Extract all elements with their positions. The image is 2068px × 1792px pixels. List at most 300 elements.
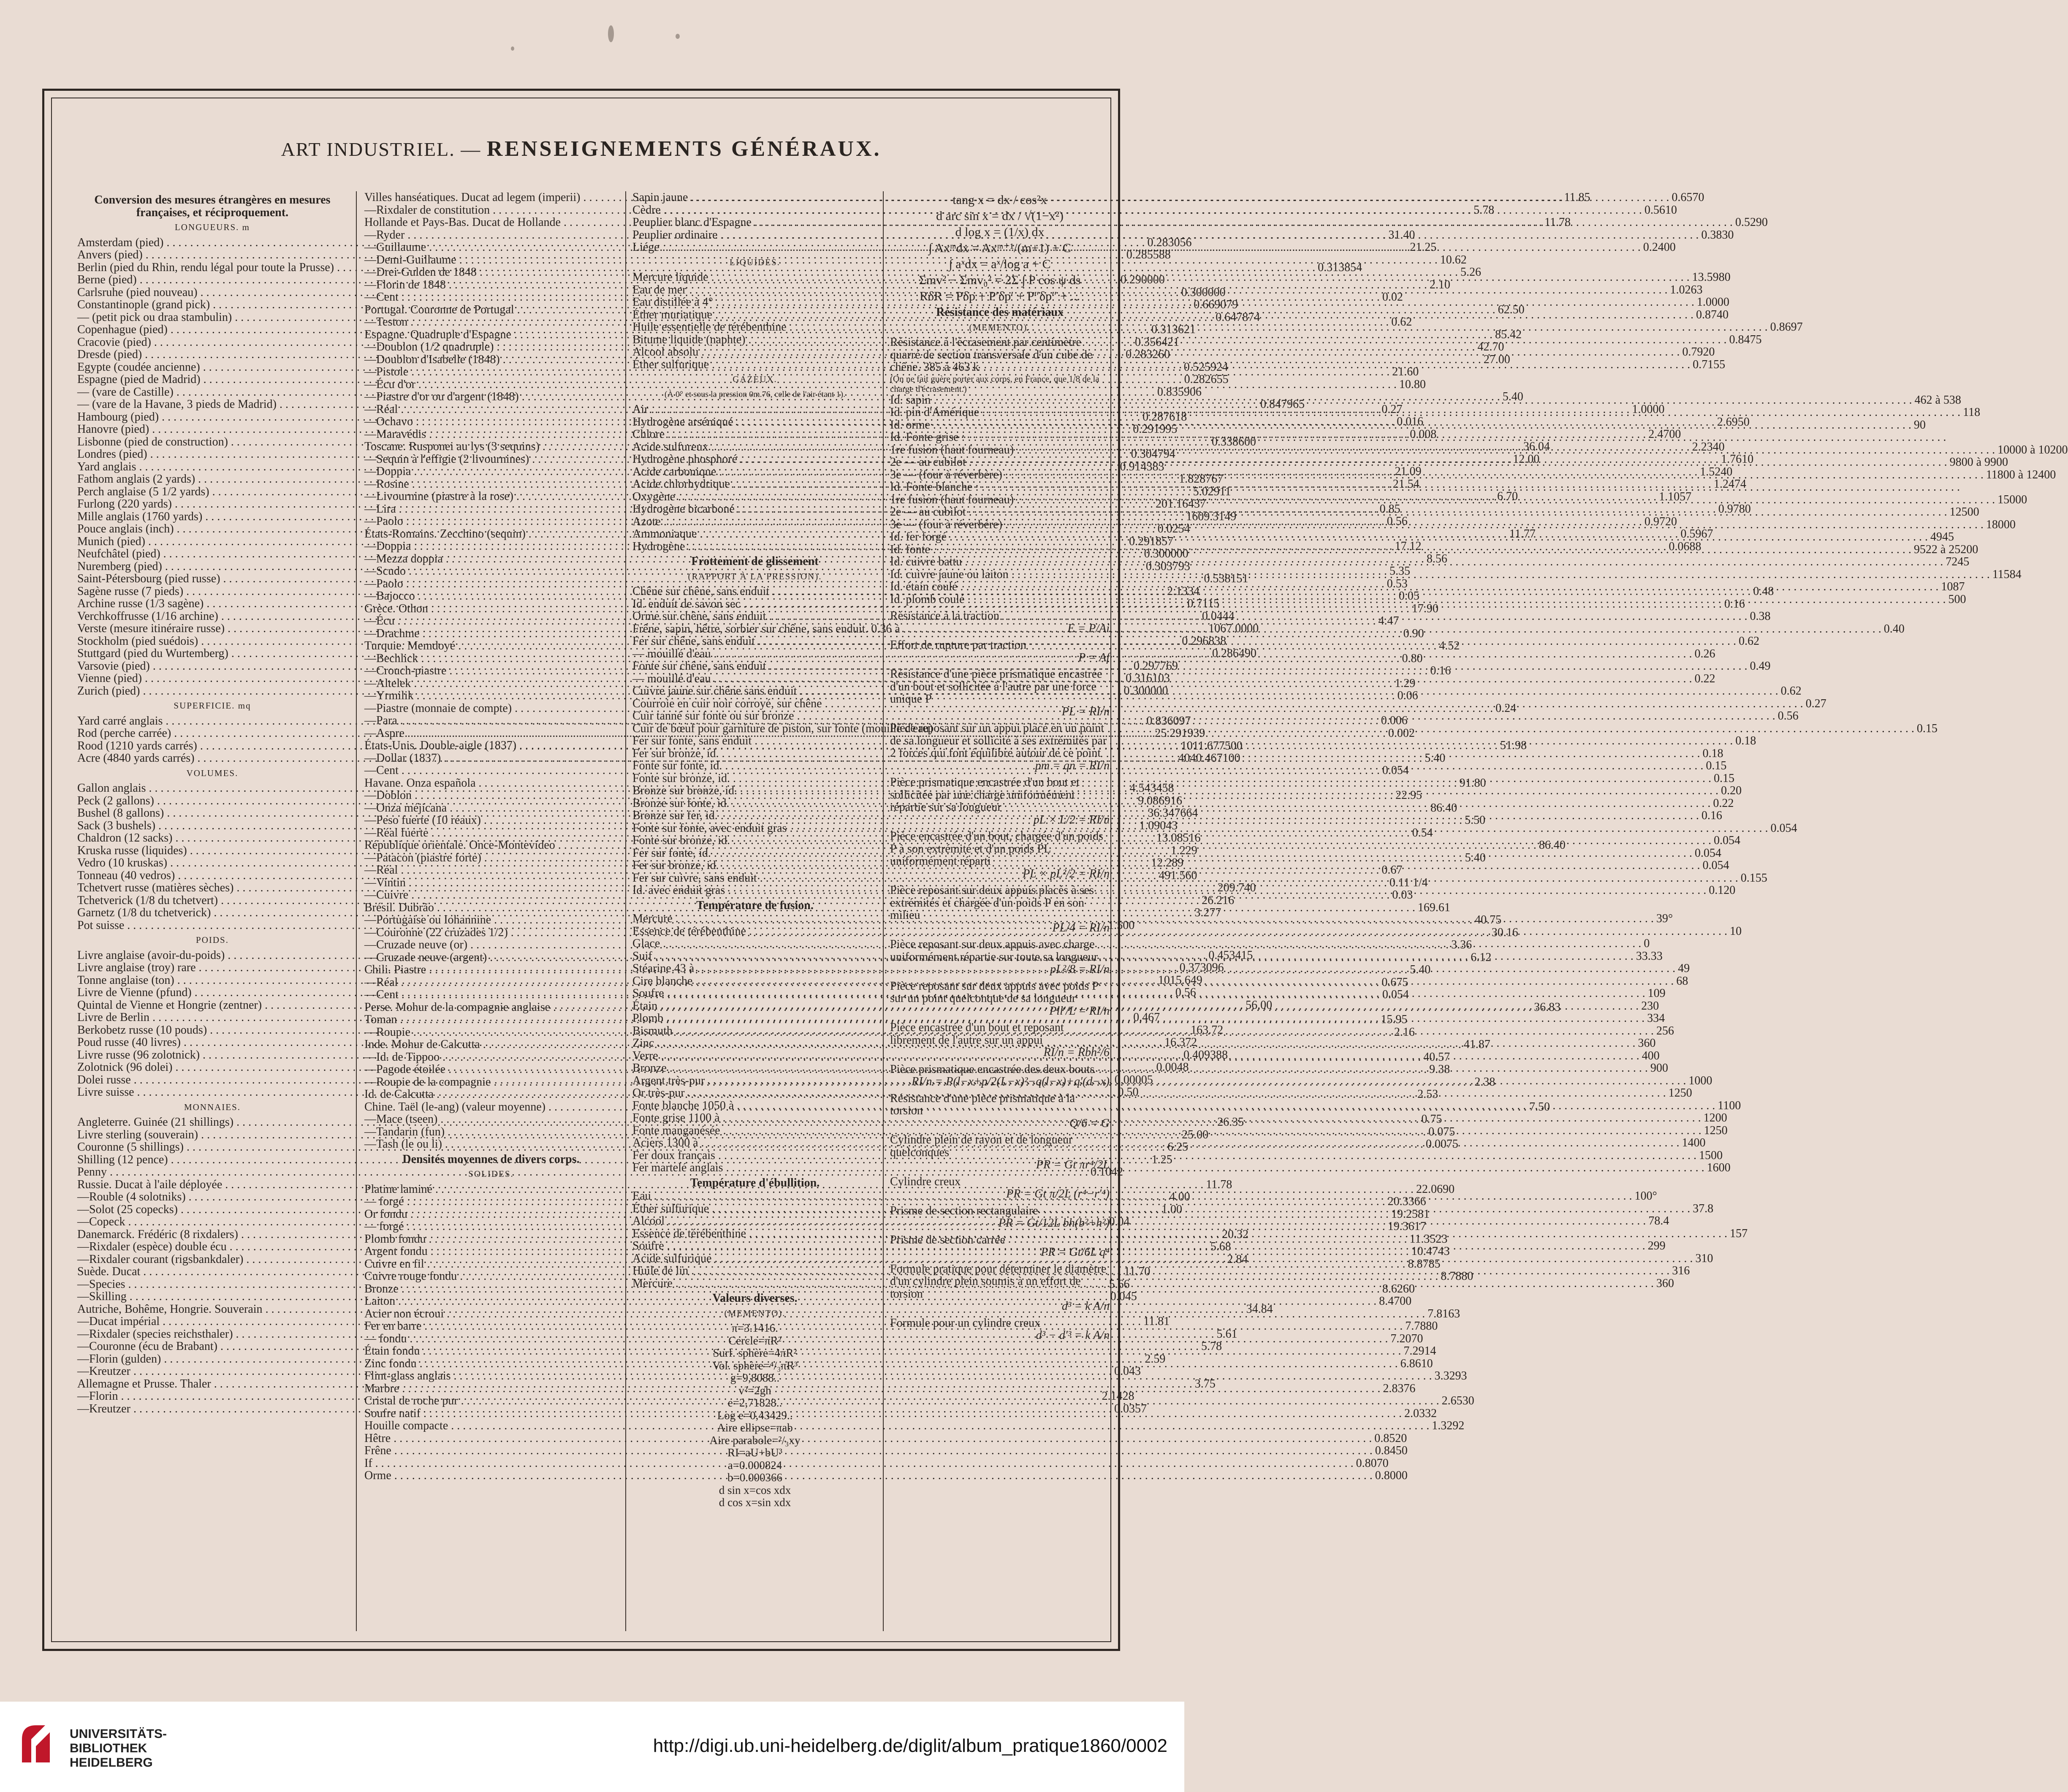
section-heading: Valeurs diverses. bbox=[712, 1292, 798, 1305]
row-label: Toman . . . bbox=[364, 1013, 1378, 1026]
row-value: 0.9780 bbox=[1718, 502, 1751, 516]
page-title bbox=[52, 136, 1110, 161]
row-value: 0.538151 bbox=[1204, 572, 1248, 585]
res-intro-value: 385 à 463 bbox=[923, 361, 970, 374]
row-value bbox=[1946, 431, 1949, 444]
row-label: Fer sur cuivre, sans enduit . . . bbox=[632, 872, 1738, 885]
section-sub: LIQUIDES. bbox=[729, 257, 781, 267]
row-label: Dresde (pied) . . . bbox=[77, 348, 1123, 361]
row-label: —Id. de Tippoo . . . bbox=[364, 1051, 1421, 1064]
row-label: Berlin (pied du Rhin, rendu légal pour toute la Prusse) . . . bbox=[77, 261, 1315, 274]
row-value: 6.12 bbox=[1471, 950, 1492, 964]
row-value: 0.56 bbox=[1387, 515, 1408, 528]
library-name bbox=[70, 1727, 167, 1770]
row-value: 7.2914 bbox=[1403, 1344, 1436, 1358]
row-value: 230 bbox=[1641, 999, 1659, 1013]
row-label: Mercure . . . bbox=[632, 912, 1654, 925]
row-value: 0.054 bbox=[1713, 834, 1740, 847]
row-label: Soufre . . . bbox=[632, 1240, 1645, 1252]
row-label: Cire blanche . . . bbox=[632, 975, 1674, 988]
row-label: Hydrogène phosphoré . . . bbox=[632, 453, 1718, 466]
row-value: 2.1428 bbox=[1102, 1390, 1134, 1403]
beam-formula: E = P/Ai bbox=[1067, 622, 1110, 635]
row-value: 0.15 bbox=[1713, 771, 1734, 785]
row-value: 11.85 bbox=[1564, 191, 1590, 204]
beam-case bbox=[890, 884, 1110, 934]
row-value: 7245 bbox=[1946, 555, 1970, 568]
row-label: —Rixdaler courant (rigsbankdaler) . . . bbox=[77, 1253, 1224, 1266]
row-value: 6.8610 bbox=[1400, 1357, 1433, 1370]
row-label: 1re fusion (haut fourneau) . . . bbox=[890, 494, 1995, 506]
row-label: Flint-glass anglais . . . bbox=[364, 1370, 1432, 1382]
row-value: 10.4743 bbox=[1411, 1245, 1450, 1258]
row-value: 0.075 bbox=[1428, 1125, 1455, 1138]
beam-formula: PR = Gt πr⁴/2L bbox=[1036, 1158, 1110, 1171]
row-label: —Doppia . . . bbox=[364, 465, 1392, 478]
row-value: 68 bbox=[1676, 974, 1688, 988]
row-label: Livre sterling (souverain) . . . bbox=[77, 1129, 1179, 1141]
row-label: Or très-pur . . . bbox=[632, 1087, 1666, 1100]
row-label: — fondu . . . bbox=[364, 1333, 1388, 1345]
beam-formula: RI/n = P(l−x+p/2(L−x)²−q(l−x)+q′(d−x) bbox=[912, 1075, 1110, 1088]
row-label: Livre russe (96 zolotnick) . . . bbox=[77, 1049, 1181, 1062]
row-value: 0.15 bbox=[1706, 759, 1727, 772]
row-label: Sagène russe (7 pieds) . . . bbox=[77, 585, 1164, 598]
row-label: Fer sur bronze, id. . . . bbox=[632, 859, 1700, 872]
row-value: 37.8 bbox=[1693, 1202, 1714, 1215]
row-label: Id. plomb coulé . . . bbox=[890, 593, 1946, 606]
beam-case bbox=[890, 980, 1110, 1018]
row-value: 18000 bbox=[1986, 518, 2016, 531]
formula: d arc sin x = dx / √(1−x²) bbox=[936, 209, 1064, 223]
row-label: Rod (perche carrée) . . . bbox=[77, 727, 1152, 740]
row-value: 100° bbox=[1634, 1189, 1657, 1203]
row-value: 86.40 bbox=[1539, 839, 1566, 852]
row-value: 1100 bbox=[1718, 1099, 1741, 1112]
row-value: 0.40 bbox=[1883, 622, 1905, 635]
row-value: 5.26 bbox=[1460, 266, 1481, 279]
row-value: 0.7920 bbox=[1682, 345, 1715, 358]
row-value: 0.0254 bbox=[1157, 522, 1190, 535]
row-label: Fonte sur chêne, sans enduit . . . bbox=[632, 660, 1748, 673]
row-value: 0.62 bbox=[1391, 315, 1412, 329]
gaz-note: (À 0° et sous la pression 0m.76, celle de l'air étant 1). bbox=[664, 389, 846, 399]
row-label: Cuir tanné sur fonte ou sur bronze . . . bbox=[632, 710, 1775, 722]
row-label: —Kreutzer . . . bbox=[77, 1403, 1112, 1415]
row-label: —Roupie de la compagnie . . . bbox=[364, 1076, 1472, 1089]
title-prefix: ART INDUSTRIEL. — bbox=[281, 138, 481, 160]
row-value: 8.6260 bbox=[1382, 1282, 1415, 1295]
row-label: —Couronne (22 cruzades 1/2) . . . bbox=[364, 926, 1489, 939]
row-value: 0.15 bbox=[1916, 722, 1938, 735]
row-label: Constantinople (grand pick) . . . bbox=[77, 299, 1191, 311]
row-value: 1000 bbox=[1688, 1074, 1712, 1087]
beam-description: Formule pour un cylindre creux bbox=[890, 1316, 1041, 1330]
formula: ∫ Axᵐdx = Axᵐ⁺¹/(m+1) + C bbox=[928, 241, 1071, 255]
row-label: Peuplier ordinaire . . . bbox=[632, 229, 1699, 242]
row-value: 256 bbox=[1656, 1024, 1674, 1037]
row-label: —Patacon (piastre forte) . . . bbox=[364, 852, 1463, 864]
beam-description: Pièce prismatique encastrée d'un bout et sollicitée par une charge uniformément répartie sur sa longueur bbox=[890, 776, 1080, 814]
row-value: 500 bbox=[1948, 592, 1966, 606]
formula: Σmv² − Σmv₀² = 2Σ ∫ P cos ψ ds bbox=[919, 273, 1081, 287]
row-label: —Solot (25 copecks) . . . bbox=[77, 1203, 1159, 1216]
row-label: Yard anglais . . . bbox=[77, 461, 1117, 473]
row-value: 0.75 bbox=[1421, 1113, 1442, 1126]
row-label: Éther muriatique . . . bbox=[632, 309, 1693, 321]
row-value: 9800 à 9900 bbox=[1949, 456, 2008, 469]
row-label: Vedro (10 kruskas) . . . bbox=[77, 857, 1148, 869]
row-value: 0.847965 bbox=[1260, 398, 1305, 411]
row-label: Cristal de roche pur . . . bbox=[364, 1395, 1439, 1407]
row-value: 0.054 bbox=[1702, 859, 1729, 872]
row-label: —Pagode étoilée . . . bbox=[364, 1063, 1427, 1076]
row-label: Chine. Taël (le-ang) (valeur moyenne) . . . bbox=[364, 1101, 1527, 1113]
row-value: 5.40 bbox=[1465, 851, 1486, 864]
row-label: —Réal fuerte . . . bbox=[364, 827, 1410, 839]
row-value: 1.0000 bbox=[1632, 403, 1665, 416]
row-label: Fer martelé anglais . . . bbox=[632, 1162, 1704, 1174]
row-label: Cuir de bœuf pour garniture de piston, sur fonte (mouillé d'eau) . . . bbox=[632, 722, 1914, 735]
row-label: Cracovie (pied) . . . bbox=[77, 336, 1132, 349]
row-label: Id. fer forgé . . . bbox=[890, 531, 1928, 543]
row-label: —Portugaise ou Iohannine . . . bbox=[364, 914, 1472, 926]
row-value: 4.52 bbox=[1439, 639, 1460, 652]
beam-case bbox=[890, 1021, 1110, 1059]
row-value: 49 bbox=[1678, 962, 1690, 975]
row-value: 0.409388 bbox=[1183, 1048, 1228, 1062]
row-label: —Doblon . . . bbox=[364, 789, 1393, 802]
row-label: Livre de Berlin . . . bbox=[77, 1011, 1131, 1024]
row-label: — mouillé d'eau . . . bbox=[632, 673, 1692, 685]
row-value: 7.50 bbox=[1529, 1100, 1550, 1113]
row-label: —Species . . . bbox=[77, 1278, 1107, 1291]
section-sub bbox=[77, 700, 347, 712]
row-label: —Cruzade neuve (argent) . . . bbox=[364, 951, 1468, 964]
row-value: 1.09043 bbox=[1139, 819, 1178, 832]
row-label: Chêne sur chêne, sans enduit . . . bbox=[632, 585, 1750, 598]
row-value: 1011.677500 bbox=[1181, 739, 1243, 752]
row-label: Chlore . . . bbox=[632, 428, 1646, 441]
row-value: 1.7610 bbox=[1721, 453, 1754, 466]
row-label: Pouce anglais (inch) . . . bbox=[77, 523, 1155, 535]
beam-description: Formule pratique pour déterminer le diamètre d'un cylindre plein soumis à un effort de torsion bbox=[890, 1262, 1107, 1301]
row-value: 0.56 bbox=[1175, 986, 1196, 999]
row-label: Éther sulfurique . . . bbox=[632, 358, 1690, 371]
row-label: —Écu . . . bbox=[364, 615, 1376, 627]
row-label: Hydrogène bicarboné . . . bbox=[632, 503, 1716, 516]
row-label: —Dollar (1837) . . . bbox=[364, 752, 1422, 765]
row-value: 4040.467100 bbox=[1178, 752, 1240, 765]
beam-case bbox=[890, 1092, 1110, 1130]
row-label: Alcool absolu . . . bbox=[632, 346, 1680, 358]
row-label: Fer doux français . . . bbox=[632, 1149, 1696, 1162]
row-label: Id. sapin . . . bbox=[890, 394, 1912, 407]
row-value: 19.2581 bbox=[1391, 1207, 1430, 1221]
row-value: 0.453415 bbox=[1208, 948, 1253, 962]
row-value: 0.296838 bbox=[1182, 634, 1227, 648]
row-value: 0.8475 bbox=[1729, 333, 1762, 346]
row-value: 0.7115 bbox=[1187, 597, 1220, 610]
row-value: 0.2400 bbox=[1643, 241, 1676, 254]
beam-formula: d³ = k A/n bbox=[1061, 1300, 1110, 1313]
row-value: 0.303793 bbox=[1145, 559, 1190, 573]
row-value: 8.7880 bbox=[1441, 1270, 1474, 1283]
row-value: 91.80 bbox=[1459, 776, 1486, 790]
beam-description: Prisme de section carrée bbox=[890, 1233, 1005, 1246]
unit: m bbox=[242, 222, 250, 232]
beam-description: Cylindre creux bbox=[890, 1175, 961, 1188]
row-label: —Piastre (monnaie de compte) . . . bbox=[364, 702, 1493, 715]
row-value: 21.54 bbox=[1392, 477, 1419, 491]
row-label: —Maravédis . . . bbox=[364, 428, 1407, 441]
row-value: 2.2340 bbox=[1692, 440, 1725, 453]
row-value: 299 bbox=[1647, 1239, 1666, 1252]
row-label: Varsovie (pied) . . . bbox=[77, 660, 1131, 673]
row-label: Nuremberg (pied) . . . bbox=[77, 560, 1143, 573]
row-value: 0.27 bbox=[1381, 402, 1403, 416]
beam-description: Pièce reposant sur un appui placé en un point de sa longueur et sollicité à ses extrémités par 2 forces qui font équilibre autour de ce point bbox=[890, 722, 1107, 760]
row-value: 2.10 bbox=[1429, 278, 1450, 291]
row-value: 5.78 bbox=[1474, 203, 1495, 217]
beam-formula: RI/n = Rbh²/6 bbox=[1043, 1046, 1110, 1059]
beam-formula: pL²/8 = RI/n bbox=[1050, 963, 1110, 976]
row-value: 15.95 bbox=[1381, 1013, 1408, 1026]
section-heading: Résistance des matériaux bbox=[936, 306, 1064, 319]
row-value: 41.87 bbox=[1463, 1038, 1490, 1051]
row-label: Acide sulfureux . . . bbox=[632, 441, 1690, 453]
row-value: 11.77 bbox=[1509, 527, 1536, 540]
beam-case bbox=[890, 639, 1110, 664]
row-value: 1.25 bbox=[1151, 1153, 1172, 1166]
row-value: 0.675 bbox=[1381, 975, 1409, 989]
row-label: Inde. Mohur de Calcutta . . . bbox=[364, 1038, 1461, 1051]
row-label: Id. de Calcutta . . . bbox=[364, 1088, 1415, 1101]
source-url[interactable]: http://digi.ub.uni-heidelberg.de/diglit/album_pratique1860/0002 bbox=[653, 1735, 1167, 1756]
row-label: —Cuivre . . . bbox=[364, 889, 1390, 901]
beam-description: Cylindre plein de rayon et de longueur quelconques bbox=[890, 1133, 1073, 1159]
row-value: 86.40 bbox=[1430, 801, 1457, 815]
row-label: Yard carré anglais . . . bbox=[77, 715, 1144, 728]
row-value: 9.086916 bbox=[1137, 794, 1182, 807]
row-label: Quintal de Vienne et Hongrie (zentner) . . . bbox=[77, 999, 1243, 1012]
row-value: 20.32 bbox=[1221, 1227, 1248, 1241]
row-label: —Écu d'or . . . bbox=[364, 378, 1397, 391]
row-value: 2.6530 bbox=[1441, 1394, 1474, 1407]
row-value: 0.054 bbox=[1694, 846, 1721, 860]
row-value: 0.7155 bbox=[1693, 358, 1726, 371]
value-line: g=9,8088.. bbox=[730, 1371, 780, 1384]
row-label: Hydrogène arséniqué . . . bbox=[632, 416, 1715, 429]
row-value: 1087 bbox=[1941, 580, 1965, 593]
section-sub bbox=[77, 221, 347, 234]
row-label: —Florin de 1848 . . . bbox=[364, 279, 1427, 291]
row-value: 169.61 bbox=[1417, 901, 1450, 914]
row-value: 1.828767 bbox=[1179, 472, 1224, 486]
row-label: —Cent . . . bbox=[364, 764, 1380, 777]
library-line: HEIDELBERG bbox=[70, 1756, 153, 1770]
row-value: 42.70 bbox=[1477, 340, 1504, 353]
row-value: 4.47 bbox=[1378, 614, 1399, 627]
row-label: —Doublon (1/2 quadruple) . . . bbox=[364, 341, 1475, 353]
row-label: Suède. Ducat . . . bbox=[77, 1265, 1121, 1278]
row-value: 334 bbox=[1647, 1012, 1665, 1025]
row-value: 310 bbox=[1695, 1252, 1713, 1265]
row-label: Saint-Pétersbourg (pied russe) . . . bbox=[77, 573, 1202, 585]
row-label: Fathom anglais (2 yards) . . . bbox=[77, 473, 1176, 486]
row-label: Danemarck. Frédéric (8 rixdalers) . . . bbox=[77, 1228, 1219, 1241]
row-label: Verste (mesure itinéraire russe) . . . bbox=[77, 622, 1206, 635]
row-label: Espagne. Quadruple d'Espagne . . . bbox=[364, 329, 1493, 341]
row-label: Sack (3 bushels) . . . bbox=[77, 820, 1137, 832]
row-label: Fonte manganésée . . . bbox=[632, 1124, 1702, 1137]
row-label: 2e — au cubilot . . . bbox=[890, 506, 1947, 519]
row-value: 0.00005 bbox=[1114, 1073, 1153, 1086]
row-value: 19.3617 bbox=[1387, 1220, 1426, 1233]
res-intro bbox=[890, 336, 1110, 374]
row-value: 2.38 bbox=[1474, 1075, 1495, 1089]
row-label: Berne (pied) . . . bbox=[77, 274, 1118, 286]
row-label: — mouillé d'eau . . . bbox=[632, 648, 1692, 660]
row-value: 0.48 bbox=[1753, 585, 1774, 598]
row-label: Houille compacte . . . bbox=[364, 1420, 1429, 1432]
row-value: 5.78 bbox=[1201, 1340, 1222, 1353]
row-value: 1250 bbox=[1704, 1124, 1728, 1137]
row-value: 3.75 bbox=[1194, 1377, 1216, 1390]
row-value: 17.12 bbox=[1395, 540, 1422, 553]
title-main: RENSEIGNEMENTS GÉNÉRAUX. bbox=[486, 137, 882, 161]
row-value: 0.356421 bbox=[1134, 335, 1179, 349]
row-value: 2.53 bbox=[1417, 1088, 1438, 1101]
row-value: 360 bbox=[1656, 1276, 1674, 1290]
row-label: Livre suisse . . . bbox=[77, 1086, 1115, 1099]
row-value: 17.90 bbox=[1411, 602, 1438, 615]
row-value: 0.05 bbox=[1398, 589, 1419, 603]
row-value: 0.300000 bbox=[1181, 285, 1226, 299]
row-value: 10.62 bbox=[1440, 253, 1467, 266]
row-label: —Skilling . . . bbox=[77, 1290, 1108, 1303]
row-value: 0.647874 bbox=[1216, 310, 1260, 324]
row-value: 5.66 bbox=[1109, 1277, 1130, 1291]
row-value: 1400 bbox=[1682, 1136, 1706, 1149]
section-heading: Température d'ébullition. bbox=[690, 1176, 820, 1189]
row-label: Huile de lin . . . bbox=[632, 1265, 1669, 1277]
beam-formula: Pll′/L = RI/n bbox=[1049, 1004, 1110, 1018]
row-value: 0.313621 bbox=[1151, 323, 1196, 336]
row-value: 7.8163 bbox=[1428, 1307, 1460, 1320]
beam-formula: PR = Gt/6L q⁴ bbox=[1041, 1246, 1110, 1259]
row-label: Garnetz (1/8 du tchetverick) . . . bbox=[77, 907, 1192, 919]
section-sub: VOLUMES. bbox=[186, 768, 239, 778]
section-sub: (RAPPORT À LA PRESSION). bbox=[688, 571, 822, 581]
row-label: 1re fusion (haut fourneau) . . . bbox=[890, 444, 1995, 456]
beam-case bbox=[890, 1205, 1110, 1230]
row-label: République orientale. Once-Montevideo . . . bbox=[364, 839, 1536, 852]
row-label: Argent fondu . . . bbox=[364, 1245, 1409, 1258]
ink-speck bbox=[608, 25, 614, 42]
row-label: Hydrogène . . . bbox=[632, 540, 1666, 553]
row-label: Kruska russe (liquides) . . . bbox=[77, 844, 1168, 857]
beam-formula: PL × pL²/2 = RI/n bbox=[1023, 867, 1110, 880]
row-label: —Florin (gulden) . . . bbox=[77, 1353, 1142, 1366]
beam-formula: PL = RI/n bbox=[1061, 705, 1110, 718]
beam-case bbox=[890, 1134, 1110, 1171]
row-value: 3.36 bbox=[1451, 938, 1472, 951]
row-label: —Guillaume . . . bbox=[364, 241, 1407, 254]
row-value: 0.043 bbox=[1114, 1365, 1141, 1378]
row-label: Cuivre en fil . . . bbox=[364, 1258, 1406, 1271]
beam-description: Pièce reposant sur deux appuis avec poids P sur un point quelconque de sa longueur bbox=[890, 979, 1098, 1005]
row-value: 0.835906 bbox=[1157, 385, 1202, 399]
row-label: Tonne anglaise (ton) . . . bbox=[77, 974, 1156, 987]
row-label: Fer sur chêne, sans enduit . . . bbox=[632, 635, 1736, 648]
beam-formula: PR = Gt/12L bh(b²+h²) bbox=[998, 1216, 1110, 1230]
row-label: —Cruzade neuve (or) . . . bbox=[364, 939, 1449, 951]
row-value: 0.18 bbox=[1735, 734, 1756, 747]
row-value: 51.98 bbox=[1500, 739, 1527, 752]
row-value: 0.914383 bbox=[1120, 460, 1164, 473]
row-label: Glace . . . bbox=[632, 937, 1641, 950]
row-value: 0.316103 bbox=[1126, 672, 1170, 685]
row-value: 0.49 bbox=[1750, 660, 1771, 673]
row-label: Hollande et Pays-Bas. Ducat de Hollande . . . bbox=[364, 216, 1542, 229]
row-label: Fonte sur fonte, id. . . . bbox=[632, 760, 1703, 772]
row-label: Livre de Vienne (pfund) . . . bbox=[77, 986, 1173, 999]
row-value: 9.38 bbox=[1429, 1063, 1450, 1076]
row-label: Frêne . . . bbox=[364, 1444, 1373, 1457]
row-value: 0.26 bbox=[1694, 647, 1715, 660]
row-label: Perse. Mohur de la compagnie anglaise . . . bbox=[364, 1001, 1531, 1014]
row-value: 0.291857 bbox=[1129, 535, 1173, 548]
ink-speck bbox=[511, 46, 514, 51]
value-line: d sin x=cos xdx bbox=[719, 1483, 791, 1496]
beam-description: Résistance à la traction bbox=[890, 609, 999, 622]
row-label: Frêne, sapin, hêtre, sorbier sur chêne, sans enduit. 0.36 à . . . bbox=[632, 623, 1881, 635]
row-label: Bronze sur fonte, id. . . . bbox=[632, 797, 1710, 810]
row-label: Archine russe (1/3 sagène) . . . bbox=[77, 597, 1185, 610]
formula: RδR = Pδp + P′δp′ + P″δp″ + ... bbox=[920, 289, 1080, 303]
row-value: 8.4700 bbox=[1379, 1295, 1412, 1308]
row-label: Poud russe (40 livres) . . . bbox=[77, 1036, 1162, 1049]
row-value: 0.290000 bbox=[1120, 273, 1165, 286]
beam-formula: P = Af bbox=[1078, 651, 1110, 664]
beam-case bbox=[890, 776, 1110, 826]
row-value: 36.83 bbox=[1534, 1000, 1561, 1014]
value-line: e=2,71828.. bbox=[727, 1396, 782, 1409]
row-label: Fer sur bronze, id. . . . bbox=[632, 747, 1700, 760]
row-label: —Vintin . . . bbox=[364, 877, 1387, 889]
row-value: 0.002 bbox=[1388, 726, 1415, 740]
row-value: 11800 à 12400 bbox=[1986, 468, 2056, 481]
row-label: Angleterre. Guinée (21 shillings) . . . bbox=[77, 1116, 1215, 1129]
row-value: 0.054 bbox=[1382, 988, 1409, 1001]
row-label: Eau de mer . . . bbox=[632, 284, 1668, 296]
table-row bbox=[890, 481, 1110, 494]
row-value: 0.373096 bbox=[1179, 961, 1224, 974]
row-value: 0.20 bbox=[1721, 784, 1742, 797]
document-page bbox=[42, 89, 2068, 1651]
row-value: 16.372 bbox=[1164, 1036, 1197, 1049]
value-line: Log e=0,43429.. bbox=[717, 1409, 793, 1422]
value-line: Aire ellipse=πab bbox=[717, 1421, 793, 1434]
row-value: 31.40 bbox=[1388, 228, 1415, 242]
row-label: Furlong (220 yards) . . . bbox=[77, 498, 1153, 510]
row-value: 30.16 bbox=[1491, 926, 1518, 939]
row-label: If . . . bbox=[364, 1457, 1354, 1470]
row-value: 0.8740 bbox=[1696, 308, 1729, 321]
row-value: 0.22 bbox=[1713, 796, 1734, 810]
row-value: 1015.649 bbox=[1158, 973, 1202, 987]
